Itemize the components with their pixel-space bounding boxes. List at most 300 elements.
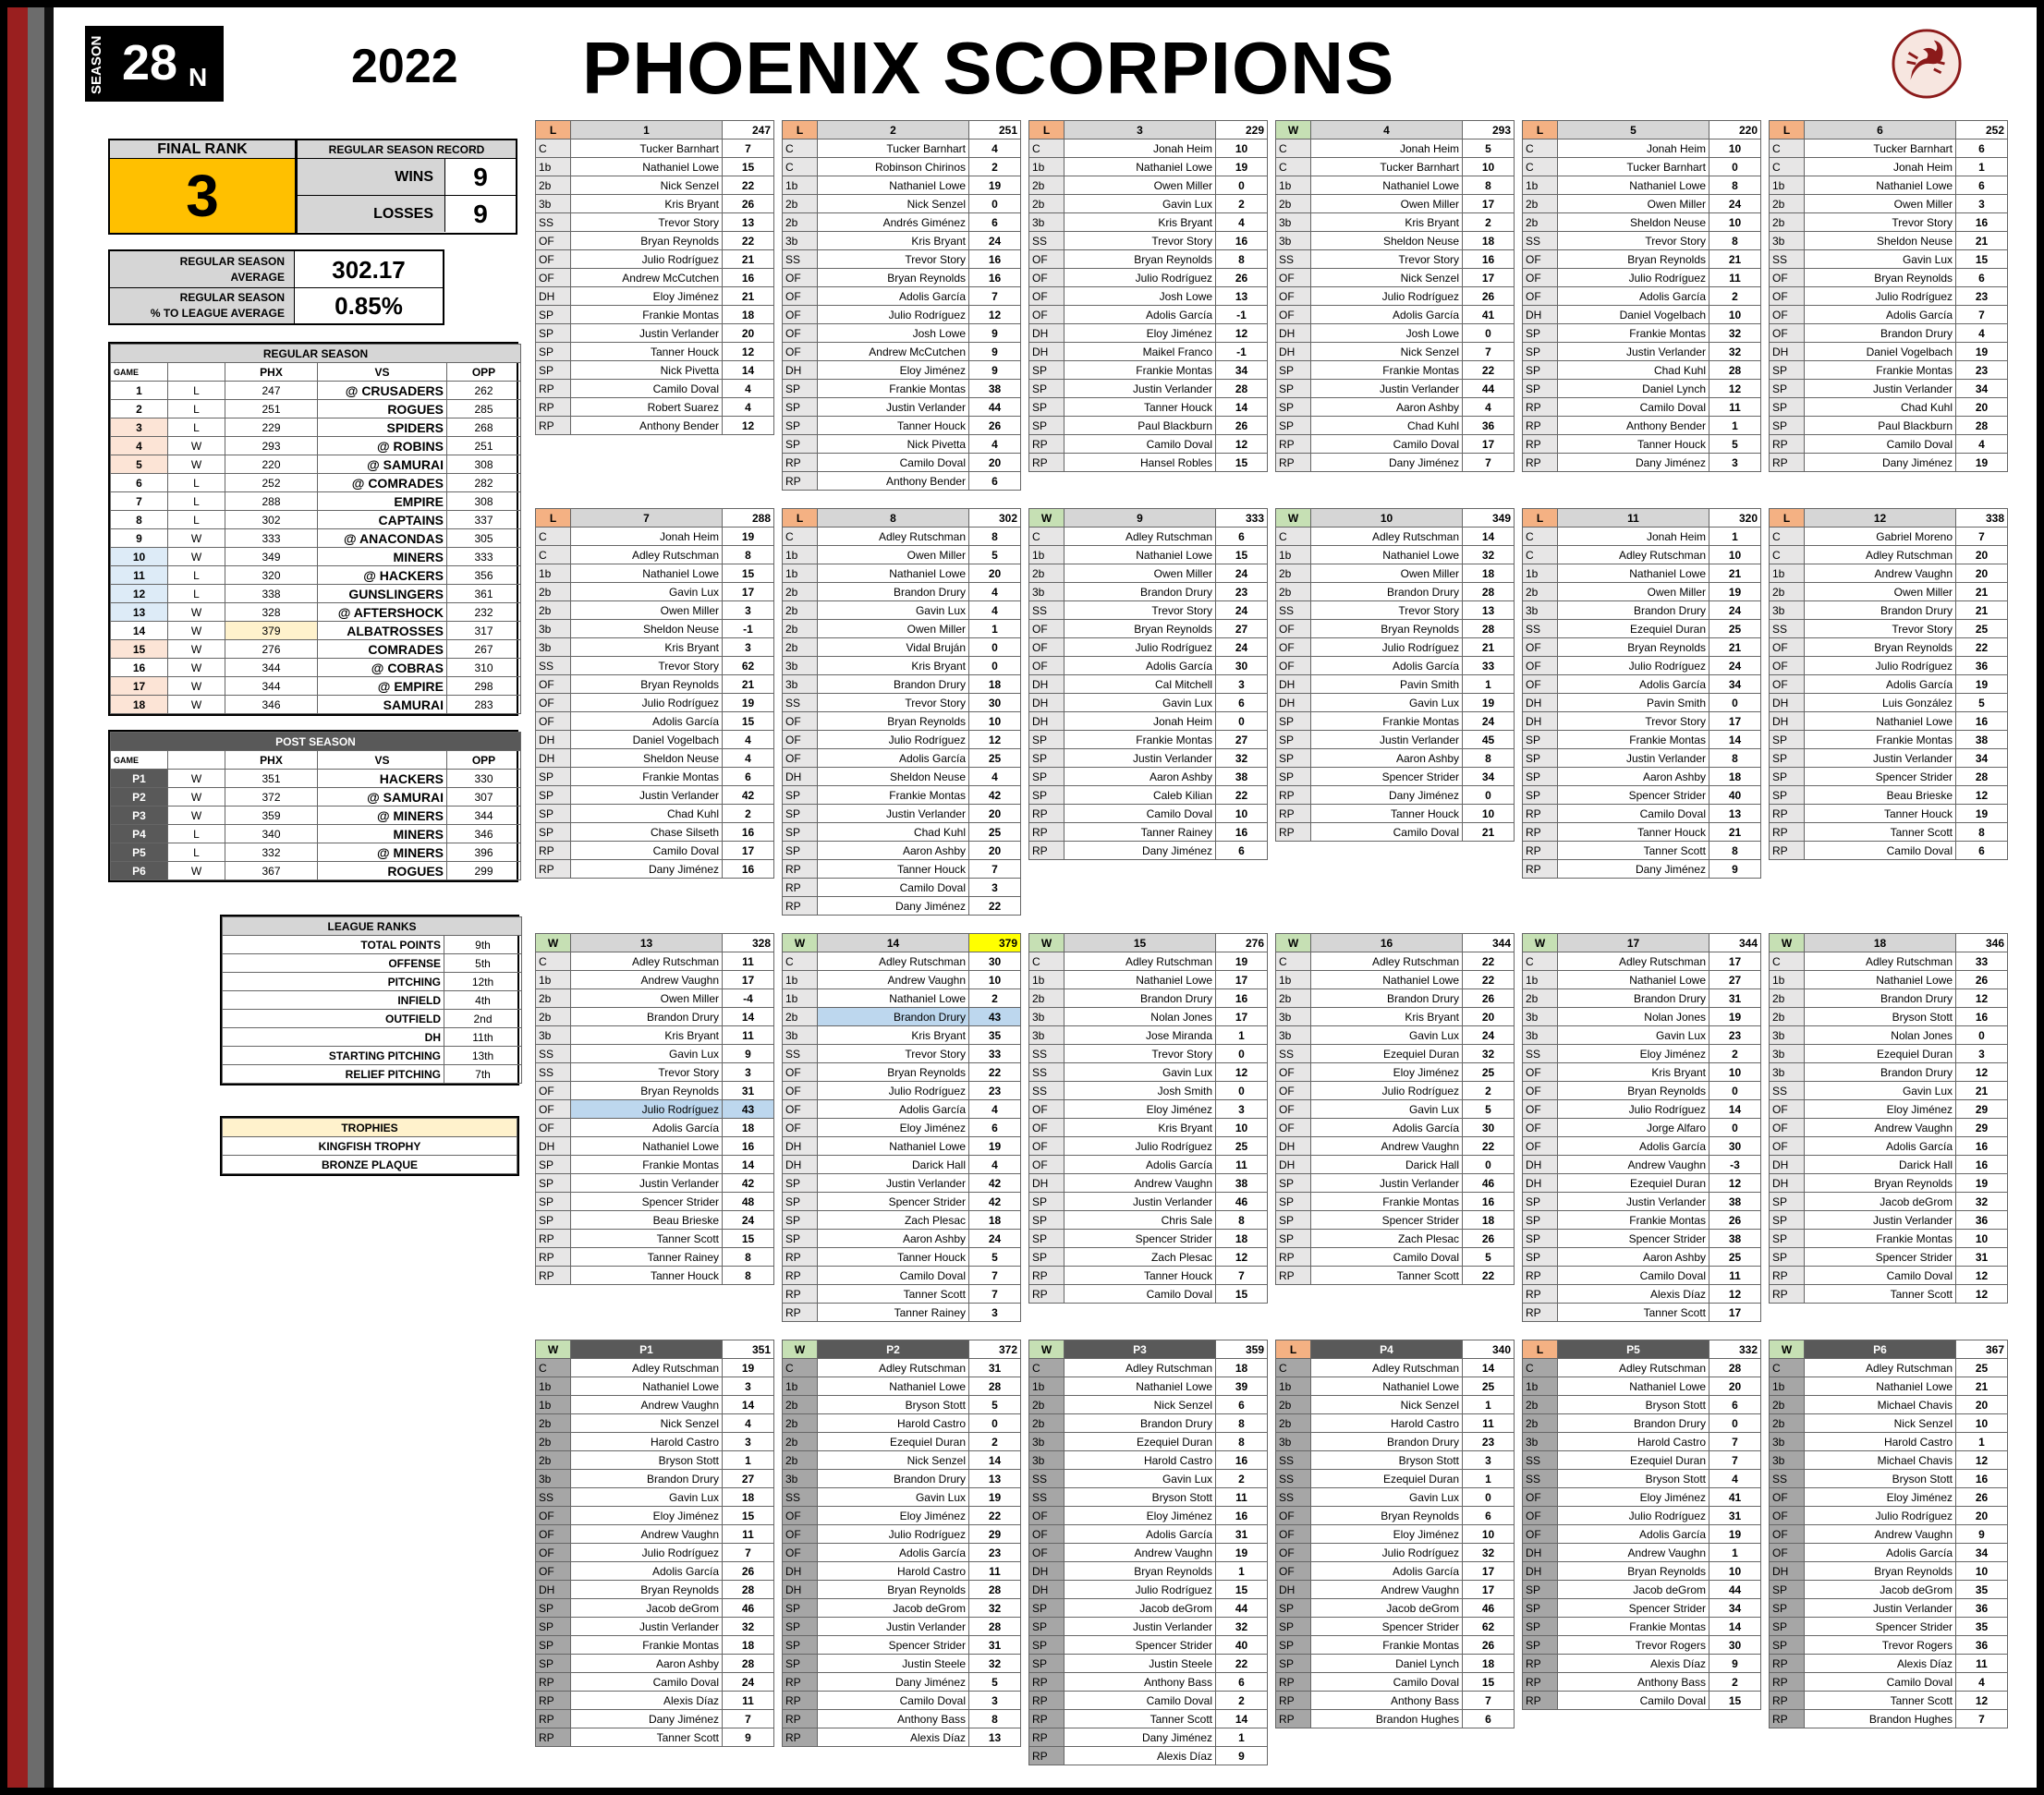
player-points: 42 bbox=[969, 1193, 1021, 1211]
player-position: 1b bbox=[536, 1396, 571, 1414]
player-row bbox=[1523, 417, 1761, 435]
player-name: Justin Verlander bbox=[1805, 1211, 1956, 1230]
player-name: Bryson Stott bbox=[1311, 1451, 1463, 1470]
player-row bbox=[1276, 786, 1515, 805]
player-name: Alexis Díaz bbox=[1558, 1285, 1709, 1304]
opponent-score: 337 bbox=[447, 511, 521, 529]
player-row bbox=[1029, 1377, 1268, 1396]
player-name: Frankie Montas bbox=[571, 1156, 723, 1174]
player-row bbox=[1523, 139, 1761, 158]
player-points: 23 bbox=[969, 1544, 1021, 1562]
player-points: 19 bbox=[1956, 454, 2008, 472]
player-points: 4 bbox=[969, 435, 1021, 454]
player-position: RP bbox=[1770, 1267, 1805, 1285]
player-position: 3b bbox=[1770, 1026, 1805, 1045]
player-row bbox=[1523, 232, 1761, 250]
game-number: P2 bbox=[111, 788, 168, 807]
player-position: DH bbox=[536, 731, 571, 749]
player-position: RP bbox=[536, 842, 571, 860]
player-row bbox=[536, 417, 774, 435]
player-points: 21 bbox=[1956, 601, 2008, 620]
player-name: Aaron Ashby bbox=[818, 1230, 969, 1248]
game-box-11 bbox=[1522, 508, 1760, 879]
player-position: RP bbox=[783, 1728, 818, 1747]
player-name: Bryson Stott bbox=[1558, 1396, 1709, 1414]
player-name: Nathaniel Lowe bbox=[1311, 546, 1463, 564]
rank-value: 12th bbox=[444, 973, 522, 991]
player-name: Adolis García bbox=[1805, 1137, 1956, 1156]
game-result: W bbox=[168, 770, 225, 788]
player-position: SP bbox=[536, 306, 571, 324]
player-row bbox=[1770, 1636, 2008, 1655]
game-id: P5 bbox=[1558, 1340, 1709, 1359]
game-result: L bbox=[168, 566, 225, 585]
player-row bbox=[1029, 638, 1268, 657]
player-position: RP bbox=[783, 879, 818, 897]
player-points: 38 bbox=[1216, 768, 1268, 786]
player-points: 38 bbox=[969, 380, 1021, 398]
game-grid bbox=[1028, 933, 1268, 1304]
player-row bbox=[783, 731, 1021, 749]
player-points: 16 bbox=[1956, 712, 2008, 731]
player-points: 11 bbox=[723, 1026, 774, 1045]
player-points: 22 bbox=[969, 1063, 1021, 1082]
player-position: 2b bbox=[536, 989, 571, 1008]
player-position: RP bbox=[1523, 1267, 1558, 1285]
player-points: 3 bbox=[723, 601, 774, 620]
opponent-score: 344 bbox=[447, 807, 521, 825]
player-position: SP bbox=[1029, 1211, 1065, 1230]
player-row bbox=[783, 435, 1021, 454]
player-name: Brandon Drury bbox=[571, 1470, 723, 1488]
game-grid bbox=[1522, 933, 1761, 1322]
player-row bbox=[1770, 805, 2008, 823]
player-points: 15 bbox=[723, 564, 774, 583]
player-points: 44 bbox=[1709, 1581, 1761, 1599]
player-position: RP bbox=[536, 1692, 571, 1710]
player-name: Harold Castro bbox=[1311, 1414, 1463, 1433]
player-name: Ezequiel Duran bbox=[1558, 620, 1709, 638]
player-position: SP bbox=[783, 417, 818, 435]
player-points: 28 bbox=[1463, 583, 1515, 601]
player-row bbox=[1770, 1562, 2008, 1581]
player-name: Tucker Barnhart bbox=[818, 139, 969, 158]
player-points: 46 bbox=[723, 1599, 774, 1618]
player-points: 6 bbox=[1956, 842, 2008, 860]
player-position: 1b bbox=[1523, 176, 1558, 195]
opponent-score: 333 bbox=[447, 548, 521, 566]
player-row bbox=[536, 1193, 774, 1211]
player-row bbox=[1029, 1618, 1268, 1636]
player-name: Julio Rodríguez bbox=[571, 694, 723, 712]
phx-score: 344 bbox=[225, 677, 318, 696]
player-name: Tucker Barnhart bbox=[571, 139, 723, 158]
player-row bbox=[1523, 287, 1761, 306]
player-name: Camilo Doval bbox=[1311, 435, 1463, 454]
game-result: W bbox=[168, 640, 225, 659]
player-name: Julio Rodríguez bbox=[1311, 287, 1463, 306]
player-points: 2 bbox=[969, 1433, 1021, 1451]
player-points: 12 bbox=[1216, 324, 1268, 343]
player-row bbox=[783, 528, 1021, 546]
table-row bbox=[111, 566, 521, 585]
player-position: 1b bbox=[1276, 971, 1311, 989]
player-position: OF bbox=[783, 1082, 818, 1100]
player-name: Kris Bryant bbox=[1065, 213, 1216, 232]
game-header-row bbox=[1276, 934, 1515, 952]
player-position: DH bbox=[1523, 1544, 1558, 1562]
table-row bbox=[111, 659, 521, 677]
player-row bbox=[1770, 1433, 2008, 1451]
game-id: 6 bbox=[1805, 121, 1956, 139]
game-number: 6 bbox=[111, 474, 168, 492]
opponent-score: 308 bbox=[447, 455, 521, 474]
player-points: 0 bbox=[1216, 1082, 1268, 1100]
player-points: 12 bbox=[1956, 1692, 2008, 1710]
player-row bbox=[1770, 989, 2008, 1008]
player-position: 3b bbox=[783, 675, 818, 694]
player-position: OF bbox=[1770, 1100, 1805, 1119]
opponent-name: @ MINERS bbox=[318, 843, 447, 862]
player-row bbox=[1276, 417, 1515, 435]
player-name: Kris Bryant bbox=[818, 1026, 969, 1045]
game-id: 15 bbox=[1065, 934, 1216, 952]
player-row bbox=[783, 1174, 1021, 1193]
game-box-1 bbox=[535, 120, 773, 435]
player-position: SP bbox=[1029, 1636, 1065, 1655]
player-position: 1b bbox=[1029, 971, 1065, 989]
opponent-score: 283 bbox=[447, 696, 521, 714]
player-position: SP bbox=[1523, 1193, 1558, 1211]
player-points: 1 bbox=[1709, 417, 1761, 435]
player-row bbox=[1523, 1562, 1761, 1581]
game-result: L bbox=[168, 382, 225, 400]
player-position: DH bbox=[783, 768, 818, 786]
player-name: Brandon Hughes bbox=[1805, 1710, 1956, 1728]
player-points: 25 bbox=[1709, 620, 1761, 638]
player-row bbox=[1770, 731, 2008, 749]
player-points: 2 bbox=[723, 805, 774, 823]
player-position: SS bbox=[783, 250, 818, 269]
player-row bbox=[783, 1525, 1021, 1544]
player-position: 3b bbox=[783, 657, 818, 675]
player-name: Adolis García bbox=[571, 1562, 723, 1581]
player-points: 6 bbox=[1463, 1507, 1515, 1525]
player-position: SP bbox=[1029, 1193, 1065, 1211]
player-row bbox=[1029, 361, 1268, 380]
player-name: Adley Rutschman bbox=[1558, 952, 1709, 971]
table-row bbox=[111, 862, 521, 880]
game-total: 320 bbox=[1709, 509, 1761, 528]
col-vs: VS bbox=[318, 363, 447, 382]
player-position: RP bbox=[1770, 1710, 1805, 1728]
player-position: 1b bbox=[1523, 564, 1558, 583]
game-header-row bbox=[536, 509, 774, 528]
player-position: SS bbox=[783, 694, 818, 712]
player-name: Julio Rodríguez bbox=[1311, 638, 1463, 657]
player-name: Julio Rodríguez bbox=[1805, 287, 1956, 306]
game-grid bbox=[1769, 1340, 2008, 1728]
player-row bbox=[1770, 1599, 2008, 1618]
player-position: 2b bbox=[1276, 195, 1311, 213]
player-points: 8 bbox=[1216, 1433, 1268, 1451]
player-row bbox=[1029, 1267, 1268, 1285]
player-name: Jonah Heim bbox=[1805, 158, 1956, 176]
player-position: SP bbox=[1770, 398, 1805, 417]
player-points: 26 bbox=[1956, 1488, 2008, 1507]
player-position: RP bbox=[783, 454, 818, 472]
player-points: 34 bbox=[1709, 675, 1761, 694]
player-points: 0 bbox=[1709, 1414, 1761, 1433]
player-row bbox=[1770, 1026, 2008, 1045]
player-row bbox=[1523, 380, 1761, 398]
player-row bbox=[536, 1156, 774, 1174]
player-name: Brandon Drury bbox=[1805, 1063, 1956, 1082]
player-position: C bbox=[1770, 546, 1805, 564]
player-points: 23 bbox=[1463, 1433, 1515, 1451]
game-result-badge: W bbox=[1276, 934, 1311, 952]
player-name: Daniel Vogelbach bbox=[1558, 306, 1709, 324]
player-name: Bryan Reynolds bbox=[818, 269, 969, 287]
opponent-score: 232 bbox=[447, 603, 521, 622]
player-points: 6 bbox=[1216, 1673, 1268, 1692]
player-row bbox=[783, 1710, 1021, 1728]
player-row bbox=[1029, 1507, 1268, 1525]
player-row bbox=[1276, 1562, 1515, 1581]
player-position: OF bbox=[1523, 269, 1558, 287]
player-points: 10 bbox=[969, 971, 1021, 989]
player-name: Nathaniel Lowe bbox=[1805, 971, 1956, 989]
player-row bbox=[1276, 1488, 1515, 1507]
player-points: 29 bbox=[1956, 1119, 2008, 1137]
player-points: 27 bbox=[1709, 971, 1761, 989]
player-points: 21 bbox=[1709, 250, 1761, 269]
player-points: 2 bbox=[1463, 213, 1515, 232]
rank-value: 7th bbox=[444, 1065, 522, 1084]
player-row bbox=[783, 546, 1021, 564]
player-row bbox=[1523, 546, 1761, 564]
player-name: Tanner Scott bbox=[1065, 1710, 1216, 1728]
left-stripe-gray bbox=[28, 7, 44, 1788]
player-points: 42 bbox=[969, 1174, 1021, 1193]
player-position: OF bbox=[1029, 638, 1065, 657]
player-row bbox=[1523, 1304, 1761, 1322]
player-points: 3 bbox=[723, 1433, 774, 1451]
player-position: RP bbox=[1029, 1692, 1065, 1710]
player-row bbox=[1029, 1433, 1268, 1451]
player-position: 1b bbox=[783, 971, 818, 989]
player-row bbox=[1770, 1230, 2008, 1248]
trophies-title: TROPHIES bbox=[223, 1119, 517, 1137]
player-points: 4 bbox=[969, 139, 1021, 158]
player-points: 7 bbox=[723, 1544, 774, 1562]
player-name: Adolis García bbox=[571, 712, 723, 731]
game-grid bbox=[1028, 508, 1268, 860]
player-row bbox=[1029, 343, 1268, 361]
player-row bbox=[1276, 712, 1515, 731]
player-row bbox=[1029, 176, 1268, 195]
player-points: 19 bbox=[1216, 1544, 1268, 1562]
player-row bbox=[1770, 1156, 2008, 1174]
player-name: Nick Senzel bbox=[571, 1414, 723, 1433]
player-row bbox=[1276, 1525, 1515, 1544]
game-box-18 bbox=[1769, 933, 2007, 1304]
player-points: 28 bbox=[969, 1377, 1021, 1396]
player-points: 20 bbox=[969, 805, 1021, 823]
opponent-name: @ COMRADES bbox=[318, 474, 447, 492]
player-row bbox=[536, 1488, 774, 1507]
player-points: 26 bbox=[1216, 417, 1268, 435]
player-name: Kris Bryant bbox=[1311, 213, 1463, 232]
player-name: Tanner Scott bbox=[1558, 842, 1709, 860]
player-position: RP bbox=[1523, 1655, 1558, 1673]
player-name: Anthony Bass bbox=[1558, 1673, 1709, 1692]
player-name: Tucker Barnhart bbox=[1805, 139, 1956, 158]
game-result-badge: L bbox=[536, 121, 571, 139]
player-points: 31 bbox=[1709, 1507, 1761, 1525]
player-name: Nathaniel Lowe bbox=[571, 158, 723, 176]
player-position: SS bbox=[783, 1488, 818, 1507]
player-row bbox=[1029, 1673, 1268, 1692]
opponent-score: 317 bbox=[447, 622, 521, 640]
player-points: 0 bbox=[1709, 158, 1761, 176]
player-points: 10 bbox=[1216, 139, 1268, 158]
player-row bbox=[536, 1451, 774, 1470]
player-row bbox=[1523, 1377, 1761, 1396]
player-row bbox=[783, 1137, 1021, 1156]
player-row bbox=[783, 139, 1021, 158]
player-position: 2b bbox=[783, 1396, 818, 1414]
player-points: 18 bbox=[723, 1488, 774, 1507]
game-number: 18 bbox=[111, 696, 168, 714]
player-name: Brandon Drury bbox=[1805, 601, 1956, 620]
game-result-badge: L bbox=[1029, 121, 1065, 139]
player-row bbox=[536, 1636, 774, 1655]
player-position: RP bbox=[1276, 823, 1311, 842]
player-row bbox=[536, 1174, 774, 1193]
player-row bbox=[783, 1618, 1021, 1636]
game-grid bbox=[1028, 120, 1268, 472]
player-name: Anthony Bender bbox=[1558, 417, 1709, 435]
player-name: Spencer Strider bbox=[1311, 1618, 1463, 1636]
player-row bbox=[536, 1673, 774, 1692]
player-name: Andrew Vaughn bbox=[818, 971, 969, 989]
player-row bbox=[1029, 1562, 1268, 1581]
player-points: 22 bbox=[969, 897, 1021, 916]
player-name: Adolis García bbox=[1065, 1156, 1216, 1174]
rank-value: 5th bbox=[444, 954, 522, 973]
player-row bbox=[1523, 1026, 1761, 1045]
player-row bbox=[1029, 1488, 1268, 1507]
player-points: 32 bbox=[1463, 1544, 1515, 1562]
player-position: RP bbox=[783, 1692, 818, 1710]
player-position: DH bbox=[1523, 306, 1558, 324]
player-name: Andrew Vaughn bbox=[1065, 1544, 1216, 1562]
player-row bbox=[1276, 232, 1515, 250]
player-position: OF bbox=[1029, 1137, 1065, 1156]
player-name: Nathaniel Lowe bbox=[571, 1137, 723, 1156]
player-row bbox=[1770, 361, 2008, 380]
player-name: Bryan Reynolds bbox=[571, 1581, 723, 1599]
table-row bbox=[111, 548, 521, 566]
player-name: Kris Bryant bbox=[1311, 1008, 1463, 1026]
player-points: 4 bbox=[723, 749, 774, 768]
player-position: C bbox=[1029, 1359, 1065, 1377]
player-position: RP bbox=[1770, 1655, 1805, 1673]
player-position: 2b bbox=[783, 1451, 818, 1470]
player-points: 14 bbox=[969, 1451, 1021, 1470]
player-name: Aaron Ashby bbox=[571, 1655, 723, 1673]
game-result-badge: W bbox=[1029, 1340, 1065, 1359]
game-result: W bbox=[168, 807, 225, 825]
player-row bbox=[1523, 952, 1761, 971]
regular-season-title: REGULAR SEASON bbox=[111, 345, 521, 363]
player-name: Adolis García bbox=[1065, 306, 1216, 324]
player-name: Trevor Rogers bbox=[1558, 1636, 1709, 1655]
opponent-name: @ AFTERSHOCK bbox=[318, 603, 447, 622]
player-name: Anthony Bender bbox=[818, 472, 969, 491]
player-position: 2b bbox=[1770, 1414, 1805, 1433]
player-name: Spencer Strider bbox=[818, 1193, 969, 1211]
player-position: 3b bbox=[1523, 601, 1558, 620]
player-row bbox=[1029, 1156, 1268, 1174]
final-rank-label: FINAL RANK bbox=[110, 140, 295, 159]
player-name: Gavin Lux bbox=[1065, 195, 1216, 213]
player-points: 10 bbox=[1709, 1562, 1761, 1581]
player-position: RP bbox=[783, 1673, 818, 1692]
player-position: SP bbox=[783, 1618, 818, 1636]
player-name: Pavin Smith bbox=[1558, 694, 1709, 712]
player-row bbox=[1523, 1599, 1761, 1618]
player-points: 10 bbox=[1709, 213, 1761, 232]
player-points: 18 bbox=[723, 1119, 774, 1137]
player-name: Michael Chavis bbox=[1805, 1451, 1956, 1470]
player-name: Bryan Reynolds bbox=[571, 1082, 723, 1100]
opponent-name: HACKERS bbox=[318, 770, 447, 788]
game-header-row bbox=[1029, 121, 1268, 139]
game-number: 1 bbox=[111, 382, 168, 400]
player-points: 11 bbox=[969, 1562, 1021, 1581]
player-row bbox=[1770, 1544, 2008, 1562]
player-points: 6 bbox=[1956, 176, 2008, 195]
player-name: Bryan Reynolds bbox=[1558, 1082, 1709, 1100]
player-points: 9 bbox=[969, 324, 1021, 343]
player-row bbox=[1770, 158, 2008, 176]
player-points: 7 bbox=[723, 1710, 774, 1728]
player-row bbox=[1029, 620, 1268, 638]
average-label bbox=[110, 251, 295, 287]
player-row bbox=[1276, 1248, 1515, 1267]
player-position: 1b bbox=[783, 1377, 818, 1396]
player-row bbox=[1770, 1414, 2008, 1433]
player-position: SP bbox=[1770, 749, 1805, 768]
player-points: 26 bbox=[1709, 1211, 1761, 1230]
opponent-name: SPIDERS bbox=[318, 418, 447, 437]
player-name: Frankie Montas bbox=[1065, 731, 1216, 749]
player-position: SP bbox=[1029, 417, 1065, 435]
player-name: Nathaniel Lowe bbox=[818, 1137, 969, 1156]
player-row bbox=[783, 380, 1021, 398]
game-result-badge: L bbox=[1523, 121, 1558, 139]
player-name: Gavin Lux bbox=[1311, 1026, 1463, 1045]
player-points: 36 bbox=[1956, 1636, 2008, 1655]
player-points: 2 bbox=[1463, 1082, 1515, 1100]
player-points: 16 bbox=[1216, 823, 1268, 842]
player-row bbox=[1523, 768, 1761, 786]
player-row bbox=[783, 1211, 1021, 1230]
player-points: 36 bbox=[1956, 657, 2008, 675]
player-row bbox=[536, 1599, 774, 1618]
